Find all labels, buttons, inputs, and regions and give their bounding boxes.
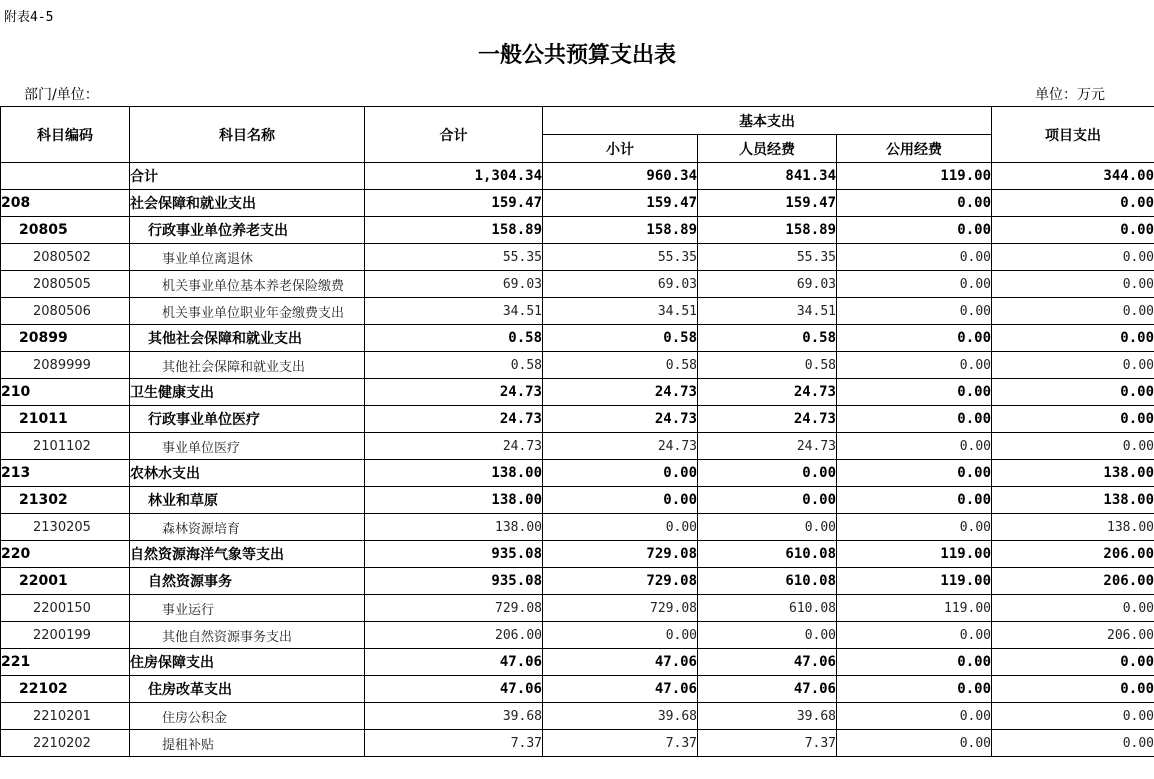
row-total: 24.73 <box>365 406 543 433</box>
row-total: 69.03 <box>365 271 543 298</box>
row-name: 事业单位离退休 <box>130 244 365 271</box>
row-total: 24.73 <box>365 433 543 460</box>
row-total: 158.89 <box>365 217 543 244</box>
row-subtotal: 158.89 <box>543 217 698 244</box>
row-code: 2130205 <box>1 514 130 541</box>
row-project: 0.00 <box>992 676 1154 703</box>
row-public: 0.00 <box>837 622 992 649</box>
table-row <box>1 325 1154 352</box>
row-name: 行政事业单位养老支出 <box>130 217 365 244</box>
table-row <box>1 298 1154 325</box>
row-project: 0.00 <box>992 406 1154 433</box>
row-name: 社会保障和就业支出 <box>130 190 365 217</box>
row-project: 0.00 <box>992 244 1154 271</box>
row-personnel: 0.00 <box>698 622 837 649</box>
table-row <box>1 730 1154 757</box>
row-public: 0.00 <box>837 379 992 406</box>
row-total: 7.37 <box>365 730 543 757</box>
table-body <box>1 163 1154 757</box>
row-public: 0.00 <box>837 190 992 217</box>
row-code: 2210201 <box>1 703 130 730</box>
row-public: 0.00 <box>837 676 992 703</box>
row-total: 138.00 <box>365 460 543 487</box>
row-subtotal: 34.51 <box>543 298 698 325</box>
row-code: 2080505 <box>1 271 130 298</box>
row-name: 行政事业单位医疗 <box>130 406 365 433</box>
row-personnel: 24.73 <box>698 406 837 433</box>
row-public: 119.00 <box>837 595 992 622</box>
budget-table <box>0 106 1154 757</box>
row-code: 2080502 <box>1 244 130 271</box>
row-personnel: 610.08 <box>698 541 837 568</box>
row-public: 0.00 <box>837 406 992 433</box>
row-personnel: 24.73 <box>698 379 837 406</box>
row-public: 119.00 <box>837 568 992 595</box>
row-public: 119.00 <box>837 163 992 190</box>
header-total: 合计 <box>365 107 543 163</box>
row-subtotal: 159.47 <box>543 190 698 217</box>
row-public: 0.00 <box>837 460 992 487</box>
row-project: 0.00 <box>992 703 1154 730</box>
row-subtotal: 0.00 <box>543 460 698 487</box>
table-row <box>1 379 1154 406</box>
header-project: 项目支出 <box>992 107 1154 163</box>
row-total: 159.47 <box>365 190 543 217</box>
row-personnel: 39.68 <box>698 703 837 730</box>
row-code: 2101102 <box>1 433 130 460</box>
row-subtotal: 960.34 <box>543 163 698 190</box>
table-row <box>1 541 1154 568</box>
row-personnel: 55.35 <box>698 244 837 271</box>
table-row <box>1 676 1154 703</box>
page-title: 一般公共预算支出表 <box>477 42 676 68</box>
row-name: 事业运行 <box>130 595 365 622</box>
row-project: 0.00 <box>992 352 1154 379</box>
row-code: 21011 <box>1 406 130 433</box>
row-project: 0.00 <box>992 271 1154 298</box>
row-code: 2200150 <box>1 595 130 622</box>
row-code: 20805 <box>1 217 130 244</box>
row-personnel: 0.00 <box>698 487 837 514</box>
row-personnel: 159.47 <box>698 190 837 217</box>
table-row <box>1 703 1154 730</box>
table-row <box>1 568 1154 595</box>
row-total: 935.08 <box>365 568 543 595</box>
row-public: 0.00 <box>837 487 992 514</box>
table-row <box>1 433 1154 460</box>
row-name: 住房公积金 <box>130 703 365 730</box>
row-code: 213 <box>1 460 130 487</box>
row-personnel: 610.08 <box>698 595 837 622</box>
row-project: 0.00 <box>992 730 1154 757</box>
row-subtotal: 7.37 <box>543 730 698 757</box>
table-row <box>1 271 1154 298</box>
row-code: 20899 <box>1 325 130 352</box>
row-project: 206.00 <box>992 622 1154 649</box>
document-label: 附表4-5 <box>4 10 54 25</box>
row-public: 0.00 <box>837 298 992 325</box>
row-code: 210 <box>1 379 130 406</box>
row-project: 0.00 <box>992 190 1154 217</box>
row-subtotal: 729.08 <box>543 568 698 595</box>
row-public: 0.00 <box>837 703 992 730</box>
row-total: 47.06 <box>365 676 543 703</box>
row-code: 22102 <box>1 676 130 703</box>
table-row <box>1 649 1154 676</box>
row-name: 自然资源事务 <box>130 568 365 595</box>
header-name: 科目名称 <box>130 107 365 163</box>
table-row <box>1 163 1154 190</box>
row-total: 34.51 <box>365 298 543 325</box>
row-project: 0.00 <box>992 298 1154 325</box>
row-public: 0.00 <box>837 325 992 352</box>
row-name: 其他社会保障和就业支出 <box>130 325 365 352</box>
header-basic: 基本支出 <box>543 107 992 135</box>
row-total: 1,304.34 <box>365 163 543 190</box>
row-public: 0.00 <box>837 730 992 757</box>
row-code: 221 <box>1 649 130 676</box>
row-personnel: 0.58 <box>698 325 837 352</box>
row-subtotal: 0.00 <box>543 622 698 649</box>
header-personnel: 人员经费 <box>698 135 837 163</box>
row-code: 2210202 <box>1 730 130 757</box>
row-subtotal: 24.73 <box>543 379 698 406</box>
row-public: 0.00 <box>837 514 992 541</box>
row-subtotal: 69.03 <box>543 271 698 298</box>
row-total: 24.73 <box>365 379 543 406</box>
row-public: 119.00 <box>837 541 992 568</box>
row-subtotal: 0.58 <box>543 325 698 352</box>
row-code: 22001 <box>1 568 130 595</box>
row-subtotal: 0.00 <box>543 487 698 514</box>
row-subtotal: 24.73 <box>543 406 698 433</box>
table-row <box>1 244 1154 271</box>
row-name: 农林水支出 <box>130 460 365 487</box>
row-name: 林业和草原 <box>130 487 365 514</box>
unit-label: 单位：万元 <box>1035 87 1105 103</box>
row-total: 935.08 <box>365 541 543 568</box>
row-project: 0.00 <box>992 433 1154 460</box>
row-personnel: 47.06 <box>698 676 837 703</box>
row-subtotal: 0.00 <box>543 514 698 541</box>
row-total: 47.06 <box>365 649 543 676</box>
row-name: 其他社会保障和就业支出 <box>130 352 365 379</box>
row-project: 0.00 <box>992 379 1154 406</box>
row-total: 0.58 <box>365 325 543 352</box>
table-row <box>1 460 1154 487</box>
row-code: 21302 <box>1 487 130 514</box>
row-subtotal: 729.08 <box>543 541 698 568</box>
row-name: 住房改革支出 <box>130 676 365 703</box>
row-public: 0.00 <box>837 244 992 271</box>
row-personnel: 69.03 <box>698 271 837 298</box>
row-total: 39.68 <box>365 703 543 730</box>
table-row <box>1 352 1154 379</box>
row-code <box>1 163 130 190</box>
row-total: 0.58 <box>365 352 543 379</box>
row-code: 220 <box>1 541 130 568</box>
table-row <box>1 217 1154 244</box>
table-row <box>1 514 1154 541</box>
header-public: 公用经费 <box>837 135 992 163</box>
row-total: 729.08 <box>365 595 543 622</box>
row-project: 138.00 <box>992 514 1154 541</box>
row-total: 138.00 <box>365 487 543 514</box>
row-code: 208 <box>1 190 130 217</box>
header-code: 科目编码 <box>1 107 130 163</box>
row-personnel: 24.73 <box>698 433 837 460</box>
header-subtotal: 小计 <box>543 135 698 163</box>
row-public: 0.00 <box>837 271 992 298</box>
row-personnel: 0.00 <box>698 514 837 541</box>
row-subtotal: 47.06 <box>543 676 698 703</box>
row-name: 合计 <box>130 163 365 190</box>
table-row <box>1 190 1154 217</box>
row-public: 0.00 <box>837 352 992 379</box>
row-subtotal: 729.08 <box>543 595 698 622</box>
table-row <box>1 622 1154 649</box>
table-row <box>1 595 1154 622</box>
row-project: 206.00 <box>992 541 1154 568</box>
row-public: 0.00 <box>837 217 992 244</box>
row-public: 0.00 <box>837 433 992 460</box>
row-code: 2080506 <box>1 298 130 325</box>
row-total: 55.35 <box>365 244 543 271</box>
row-personnel: 47.06 <box>698 649 837 676</box>
table-row <box>1 406 1154 433</box>
row-name: 机关事业单位职业年金缴费支出 <box>130 298 365 325</box>
row-project: 0.00 <box>992 325 1154 352</box>
row-project: 0.00 <box>992 595 1154 622</box>
row-personnel: 0.00 <box>698 460 837 487</box>
row-project: 0.00 <box>992 649 1154 676</box>
row-name: 提租补贴 <box>130 730 365 757</box>
row-project: 206.00 <box>992 568 1154 595</box>
row-personnel: 158.89 <box>698 217 837 244</box>
row-name: 机关事业单位基本养老保险缴费 <box>130 271 365 298</box>
row-name: 其他自然资源事务支出 <box>130 622 365 649</box>
row-project: 344.00 <box>992 163 1154 190</box>
row-name: 事业单位医疗 <box>130 433 365 460</box>
row-code: 2089999 <box>1 352 130 379</box>
table-row <box>1 487 1154 514</box>
row-personnel: 610.08 <box>698 568 837 595</box>
row-personnel: 0.58 <box>698 352 837 379</box>
row-personnel: 7.37 <box>698 730 837 757</box>
row-subtotal: 47.06 <box>543 649 698 676</box>
row-name: 森林资源培育 <box>130 514 365 541</box>
row-name: 住房保障支出 <box>130 649 365 676</box>
row-public: 0.00 <box>837 649 992 676</box>
row-total: 206.00 <box>365 622 543 649</box>
row-subtotal: 0.58 <box>543 352 698 379</box>
row-personnel: 841.34 <box>698 163 837 190</box>
row-project: 138.00 <box>992 487 1154 514</box>
row-project: 0.00 <box>992 217 1154 244</box>
row-total: 138.00 <box>365 514 543 541</box>
row-project: 138.00 <box>992 460 1154 487</box>
row-subtotal: 55.35 <box>543 244 698 271</box>
department-label: 部门/单位： <box>24 87 99 103</box>
row-personnel: 34.51 <box>698 298 837 325</box>
row-subtotal: 24.73 <box>543 433 698 460</box>
row-name: 卫生健康支出 <box>130 379 365 406</box>
row-name: 自然资源海洋气象等支出 <box>130 541 365 568</box>
row-code: 2200199 <box>1 622 130 649</box>
row-subtotal: 39.68 <box>543 703 698 730</box>
